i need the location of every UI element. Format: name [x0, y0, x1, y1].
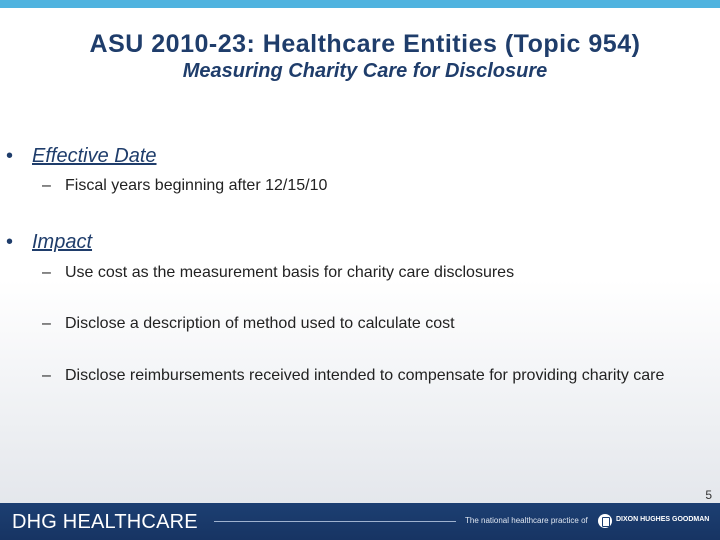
sub-bullet-text: Disclose reimbursements received intended to compensate for providing charity care [65, 367, 665, 384]
footer-firm-name: DIXON HUGHES GOODMAN [616, 516, 710, 523]
sub-bullet [42, 365, 707, 387]
bullet-marker: • [6, 145, 14, 167]
footer-bar [0, 503, 720, 540]
sub-bullet-marker: – [42, 315, 51, 332]
page-number: 5 [705, 488, 712, 502]
footer-brand: DHG HEALTHCARE [12, 511, 198, 533]
sub-bullet-marker: – [42, 264, 51, 281]
sub-bullet-marker: – [42, 367, 51, 384]
bullet-marker: • [6, 231, 14, 253]
top-accent-bar [0, 0, 720, 8]
bullet-impact [6, 231, 92, 254]
bullet-label: Effective Date [32, 145, 157, 167]
sub-bullet-marker: – [42, 177, 51, 194]
slide-title: ASU 2010-23: Healthcare Entities (Topic 954) [89, 30, 641, 58]
sub-bullet [42, 262, 707, 284]
slide-subtitle: Measuring Charity Care for Disclosure [182, 60, 548, 82]
footer-tagline: The national healthcare practice of [465, 516, 588, 525]
sub-bullet [42, 313, 707, 335]
footer-divider [214, 521, 456, 522]
sub-bullet-text: Fiscal years beginning after 12/15/10 [65, 177, 328, 194]
bullet-label: Impact [32, 231, 93, 253]
sub-bullet [42, 175, 707, 197]
sub-bullet-text: Use cost as the measurement basis for charity care disclosures [65, 264, 515, 281]
sub-bullet-text: Disclose a description of method used to calculate cost [65, 315, 455, 332]
bullet-effective-date [6, 145, 157, 168]
dhg-logo-icon [598, 514, 612, 528]
